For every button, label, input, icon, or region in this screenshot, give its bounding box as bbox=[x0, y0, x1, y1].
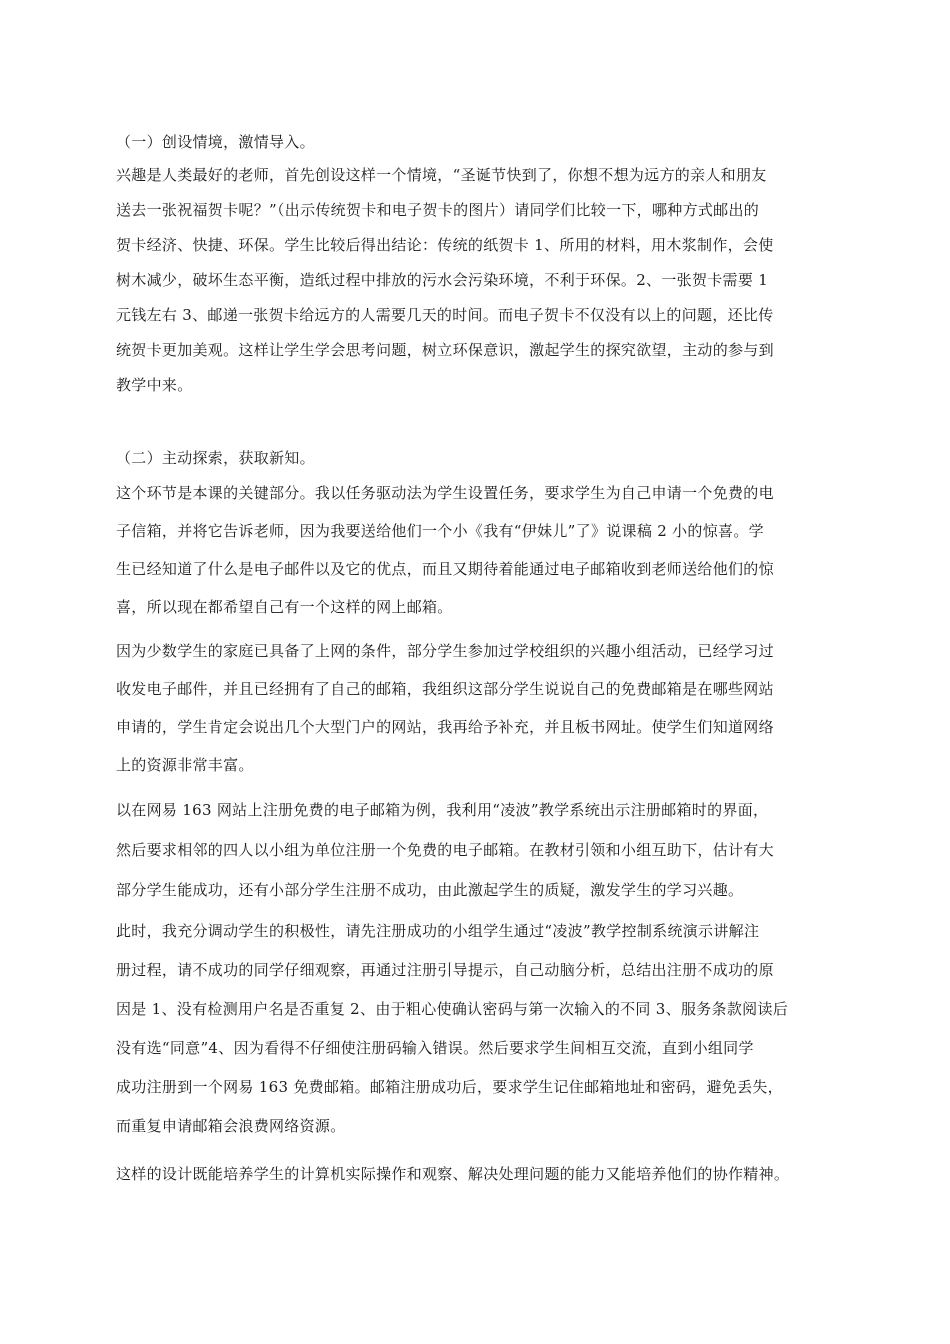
paragraph-1 bbox=[116, 158, 856, 403]
paragraph-line: 这个环节是本课的关键部分。我以任务驱动法为学生设置任务，要求学生为自己申请一个免费的电 bbox=[116, 484, 774, 502]
paragraph-line: 子信箱，并将它告诉老师，因为我要送给他们一个小《我有“伊妹儿”了》说课稿 2 小的惊喜。学 bbox=[116, 522, 764, 540]
paragraph-line: 因是 1、没有检测用户名是否重复 2、由于粗心使确认密码与第一次输入的不同 3、服务条款阅读后 bbox=[116, 1000, 789, 1018]
heading-text: （一）创设情境，激情导入。 bbox=[116, 133, 315, 151]
paragraph-line: 册过程，请不成功的同学仔细观察，再通过注册引导提示，自己动脑分析，总结出注册不成功的原 bbox=[116, 961, 774, 979]
paragraph-line: 教学中来。 bbox=[116, 376, 193, 394]
section-heading-2 bbox=[116, 442, 856, 474]
section-heading-1 bbox=[116, 126, 856, 158]
paragraph-2 bbox=[116, 474, 856, 626]
paragraph-line: 因为少数学生的家庭已具备了上网的条件，部分学生参加过学校组织的兴趣小组活动，已经学习过 bbox=[116, 642, 774, 660]
paragraph-line: 申请的，学生肯定会说出几个大型门户的网站，我再给予补充，并且板书网址。使学生们知道网络 bbox=[116, 718, 774, 736]
paragraph-line: 成功注册到一个网易 163 免费邮箱。邮箱注册成功后，要求学生记住邮箱地址和密码，避免丢失， bbox=[116, 1078, 783, 1096]
paragraph-line: 生已经知道了什么是电子邮件以及它的优点，而且又期待着能通过电子邮箱收到老师送给他们的惊 bbox=[116, 560, 774, 578]
paragraph-line: 此时，我充分调动学生的积极性，请先注册成功的小组学生通过“凌波”教学控制系统演示讲解注 bbox=[116, 922, 760, 940]
paragraph-line: 上的资源非常丰富。 bbox=[116, 756, 254, 774]
paragraph-line: 兴趣是人类最好的老师，首先创设这样一个情境，“圣诞节快到了，你想不想为远方的亲人和朋友 bbox=[116, 166, 767, 184]
paragraph-6 bbox=[116, 1158, 856, 1190]
paragraph-line: 贺卡经济、快捷、环保。学生比较后得出结论：传统的纸贺卡 1、所用的材料，用木浆制作，会使 bbox=[116, 236, 774, 254]
paragraph-5 bbox=[116, 912, 856, 1146]
paragraph-3 bbox=[116, 632, 856, 784]
paragraph-line: 元钱左右 3、邮递一张贺卡给远方的人需要几天的时间。而电子贺卡不仅没有以上的问题，还比传 bbox=[116, 306, 774, 324]
paragraph-line: 收发电子邮件，并且已经拥有了自己的邮箱，我组织这部分学生说说自己的免费邮箱是在哪些网站 bbox=[116, 680, 774, 698]
paragraph-line: 而重复申请邮箱会浪费网络资源。 bbox=[116, 1117, 346, 1135]
paragraph-line: 然后要求相邻的四人以小组为单位注册一个免费的电子邮箱。在教材引领和小组互助下，估计有大 bbox=[116, 841, 774, 859]
paragraph-line: 喜，所以现在都希望自己有一个这样的网上邮箱。 bbox=[116, 598, 453, 616]
paragraph-line: 部分学生能成功，还有小部分学生注册不成功，由此激起学生的质疑，激发学生的学习兴趣。 bbox=[116, 881, 744, 899]
paragraph-line: 这样的设计既能培养学生的计算机实际操作和观察、解决处理问题的能力又能培养他们的协作精神。 bbox=[116, 1165, 790, 1183]
paragraph-line: 树木减少，破坏生态平衡，造纸过程中排放的污水会污染环境，不利于环保。2、一张贺卡需要 1 bbox=[116, 271, 769, 289]
heading-text: （二）主动探索，获取新知。 bbox=[116, 449, 315, 467]
paragraph-line: 没有选“同意”4、因为看得不仔细使注册码输入错误。然后要求学生间相互交流，直到小组同学 bbox=[116, 1039, 754, 1057]
paragraph-line: 送去一张祝福贺卡呢？”（出示传统贺卡和电子贺卡的图片）请同学们比较一下，哪种方式邮出的 bbox=[116, 201, 760, 219]
paragraph-4 bbox=[116, 790, 856, 910]
paragraph-line: 统贺卡更加美观。这样让学生学会思考问题，树立环保意识，激起学生的探究欲望，主动的参与到 bbox=[116, 341, 774, 359]
paragraph-line: 以在网易 163 网站上注册免费的电子邮箱为例，我利用“凌波”教学系统出示注册邮箱时的界面， bbox=[116, 801, 769, 819]
